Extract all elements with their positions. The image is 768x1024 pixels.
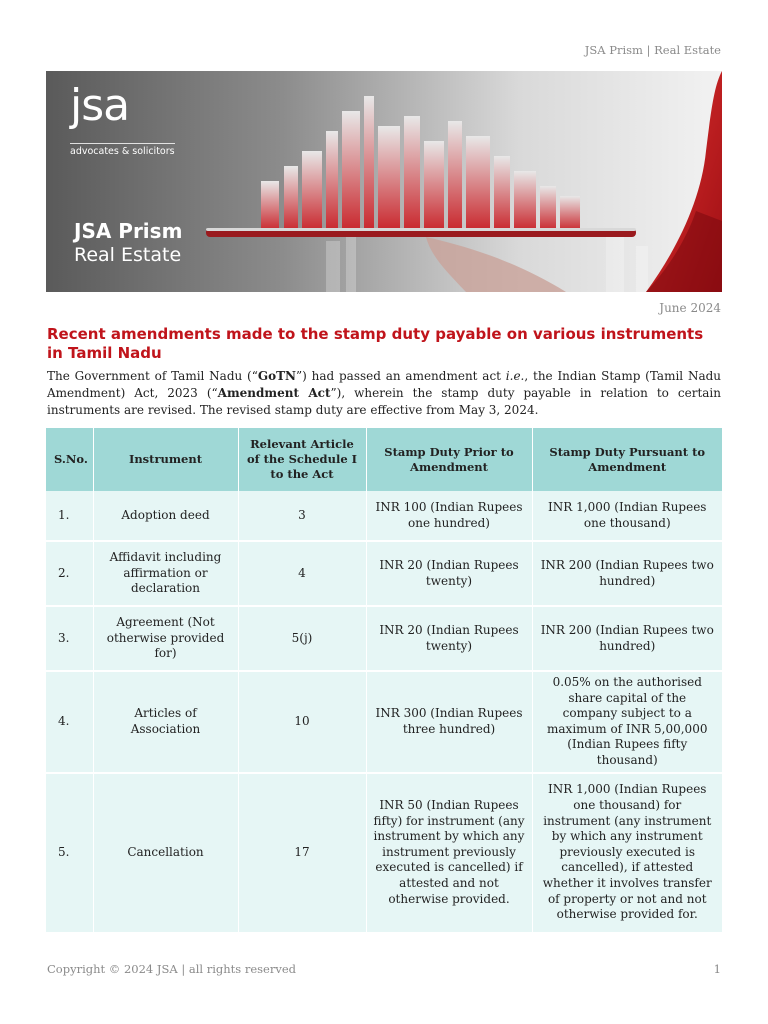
table-cell: 3. <box>46 606 93 671</box>
table-cell: 2. <box>46 541 93 606</box>
stamp-duty-table <box>46 428 722 934</box>
intro-text: The Government of Tamil Nadu (“ <box>47 369 258 383</box>
intro-text: ”) had passed an amendment act <box>296 369 506 383</box>
table-cell: Affidavit including affirmation or declaration <box>93 541 238 606</box>
column-header: Relevant Article of the Schedule I to the Act <box>238 428 366 491</box>
table-cell: 3 <box>238 491 366 541</box>
table-cell: 0.05% on the authorised share capital of the company subject to a maximum of INR 5,00,000 (Indian Rupees fifty thousand) <box>532 671 722 773</box>
article-heading: Recent amendments made to the stamp duty payable on various instruments in Tamil Nadu <box>47 325 704 362</box>
table-cell: Adoption deed <box>93 491 238 541</box>
intro-italic: i.e. <box>505 369 525 383</box>
table-cell: INR 1,000 (Indian Rupees one thousand) for instrument (any instrument by which any instrument previously executed is cancelled), if attested whether it involves transfer of property or not and not otherwise provided for. <box>532 773 722 933</box>
table-cell: 1. <box>46 491 93 541</box>
table-cell: INR 50 (Indian Rupees fifty) for instrument (any instrument by which any instrument previously executed is cancelled) if attested and not otherwise provided. <box>366 773 532 933</box>
table-row <box>46 491 722 541</box>
intro-text: , the Indian Stamp (Tamil Nadu Amendment) Act, 2023 (“ <box>47 369 722 400</box>
table-cell: 5(j) <box>238 606 366 671</box>
table-cell: Articles of Association <box>93 671 238 773</box>
intro-text: ”), wherein the stamp duty payable in relation to certain instruments are revised. The revised stamp duty are effective from May 3, 2024. <box>47 386 722 417</box>
column-header: Stamp Duty Pursuant to Amendment <box>532 428 722 491</box>
header-label: JSA Prism | Real Estate <box>584 43 721 57</box>
table-row <box>46 773 722 933</box>
table-row <box>46 541 722 606</box>
table-cell: INR 20 (Indian Rupees twenty) <box>366 541 532 606</box>
jsa-logo: jsa <box>70 80 130 131</box>
table-row <box>46 671 722 773</box>
table-cell: 4 <box>238 541 366 606</box>
table-cell: 17 <box>238 773 366 933</box>
banner-subtitle: Real Estate <box>74 244 182 266</box>
logo-subtitle: advocates & solicitors <box>70 143 175 157</box>
defined-term: Amendment Act <box>217 386 331 400</box>
table-cell: 10 <box>238 671 366 773</box>
table-cell: INR 200 (Indian Rupees two hundred) <box>532 541 722 606</box>
table-header-row <box>46 428 722 491</box>
column-header: Stamp Duty Prior to Amendment <box>366 428 532 491</box>
publication-date: June 2024 <box>659 301 721 315</box>
table-cell: Cancellation <box>93 773 238 933</box>
table-row <box>46 606 722 671</box>
table-cell: INR 200 (Indian Rupees two hundred) <box>532 606 722 671</box>
table-cell: 4. <box>46 671 93 773</box>
table-cell: INR 1,000 (Indian Rupees one thousand) <box>532 491 722 541</box>
page-number: 1 <box>713 962 721 976</box>
table-cell: INR 300 (Indian Rupees three hundred) <box>366 671 532 773</box>
column-header: Instrument <box>93 428 238 491</box>
table-cell: INR 20 (Indian Rupees twenty) <box>366 606 532 671</box>
defined-term: GoTN <box>257 369 297 383</box>
column-header: S.No. <box>46 428 93 491</box>
table-cell: 5. <box>46 773 93 933</box>
banner-title: JSA Prism <box>74 219 183 243</box>
table-cell: INR 100 (Indian Rupees one hundred) <box>366 491 532 541</box>
intro-paragraph <box>47 368 721 419</box>
table-cell: Agreement (Not otherwise provided for) <box>93 606 238 671</box>
footer-copyright: Copyright © 2024 JSA | all rights reserved <box>47 962 297 976</box>
